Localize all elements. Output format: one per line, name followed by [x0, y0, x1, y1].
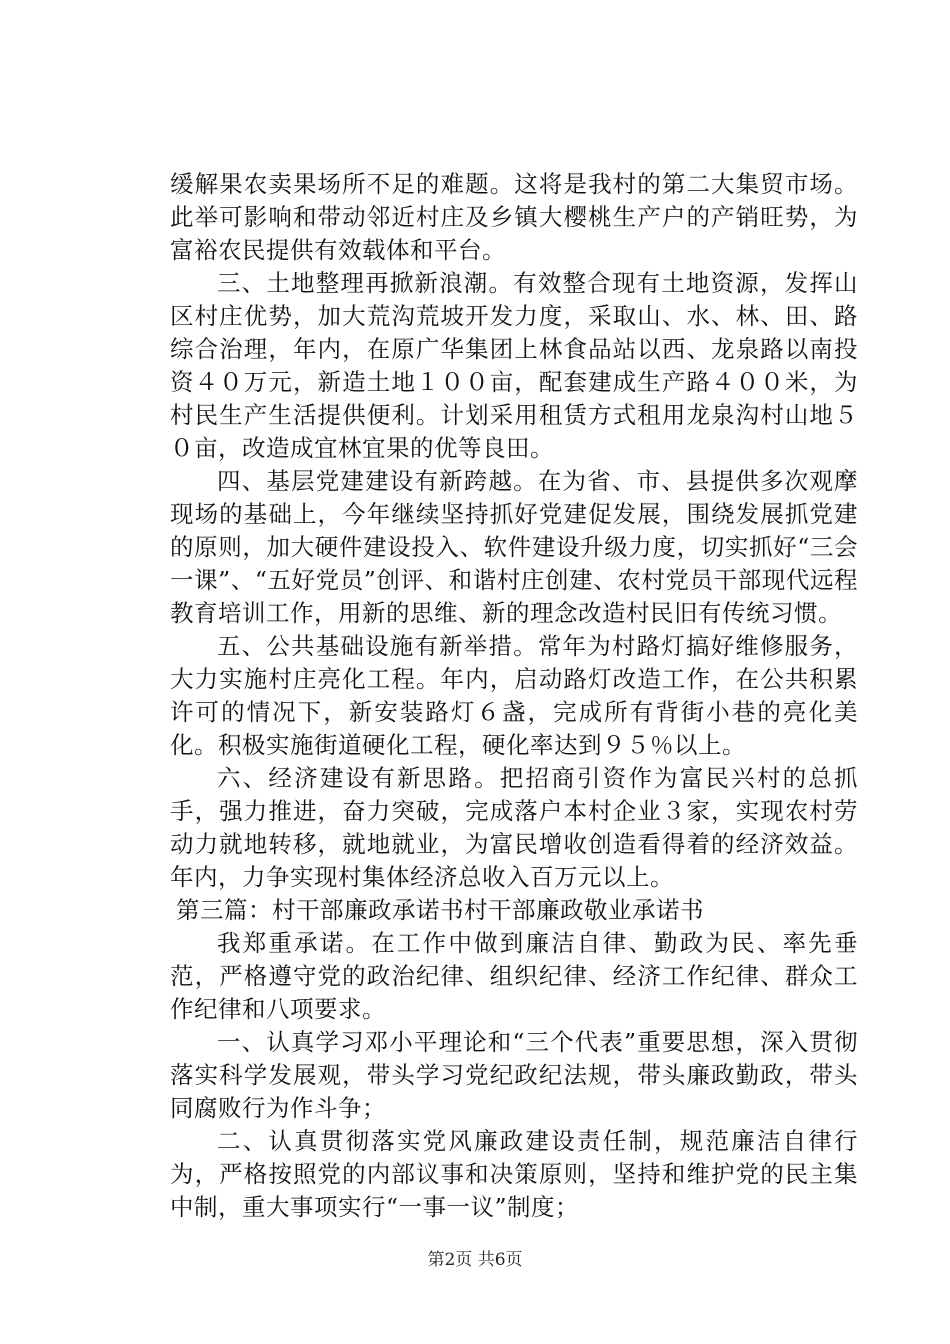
- paragraph: 缓解果农卖果场所不足的难题。这将是我村的第二大集贸市场。此举可影响和带动邻近村庄及乡镇大樱桃生产户的产销旺势，为富裕农民提供有效载体和平台。: [170, 170, 858, 264]
- paragraph: 一、认真学习邓小平理论和“三个代表”重要思想，深入贯彻落实科学发展观，带头学习党纪政纪法规，带头廉政勤政，带头同腐败行为作斗争；: [170, 1028, 858, 1122]
- paragraph: 四、基层党建建设有新跨越。在为省、市、县提供多次观摩现场的基础上，今年继续坚持抓好党建促发展，围绕发展抓党建的原则，加大硬件建设投入、软件建设升级力度，切实抓好“三会一课”、“五好党员”创评、和谐村庄创建、农村党员干部现代远程教育培训工作，用新的思维、新的理念改造村民旧有传统习惯。: [170, 467, 858, 627]
- paragraph: 六、经济建设有新思路。把招商引资作为富民兴村的总抓手，强力推进，奋力突破，完成落户本村企业３家，实现农村劳动力就地转移，就地就业，为富民增收创造看得着的经济效益。年内，力争实现村集体经济总收入百万元以上。: [170, 764, 858, 891]
- paragraph: 五、公共基础设施有新举措。常年为村路灯搞好维修服务，大力实施村庄亮化工程。年内，启动路灯改造工作，在公共积累许可的情况下，新安装路灯６盏，完成所有背街小巷的亮化美化。积极实施街道硬化工程，硬化率达到９５％以上。: [170, 632, 858, 759]
- section-title: 第三篇：村干部廉政承诺书村干部廉政敬业承诺书: [176, 896, 704, 924]
- paragraph: 二、认真贯彻落实党风廉政建设责任制，规范廉洁自律行为，严格按照党的内部议事和决策原则，坚持和维护党的民主集中制，重大事项实行“一事一议”制度；: [170, 1127, 858, 1221]
- page-number: 第2页 共6页: [427, 1250, 523, 1270]
- document-body: [170, 168, 858, 1224]
- paragraph: 我郑重承诺。在工作中做到廉洁自律、勤政为民、率先垂范，严格遵守党的政治纪律、组织纪律、经济工作纪律、群众工作纪律和八项要求。: [170, 929, 858, 1023]
- paragraph: 三、土地整理再掀新浪潮。有效整合现有土地资源，发挥山区村庄优势，加大荒沟荒坡开发力度，采取山、水、林、田、路综合治理，年内，在原广华集团上林食品站以西、龙泉路以南投资４０万元，新造土地１００亩，配套建成生产路４００米，为村民生产生活提供便利。计划采用租赁方式租用龙泉沟村山地５０亩，改造成宜林宜果的优等良田。: [170, 269, 858, 462]
